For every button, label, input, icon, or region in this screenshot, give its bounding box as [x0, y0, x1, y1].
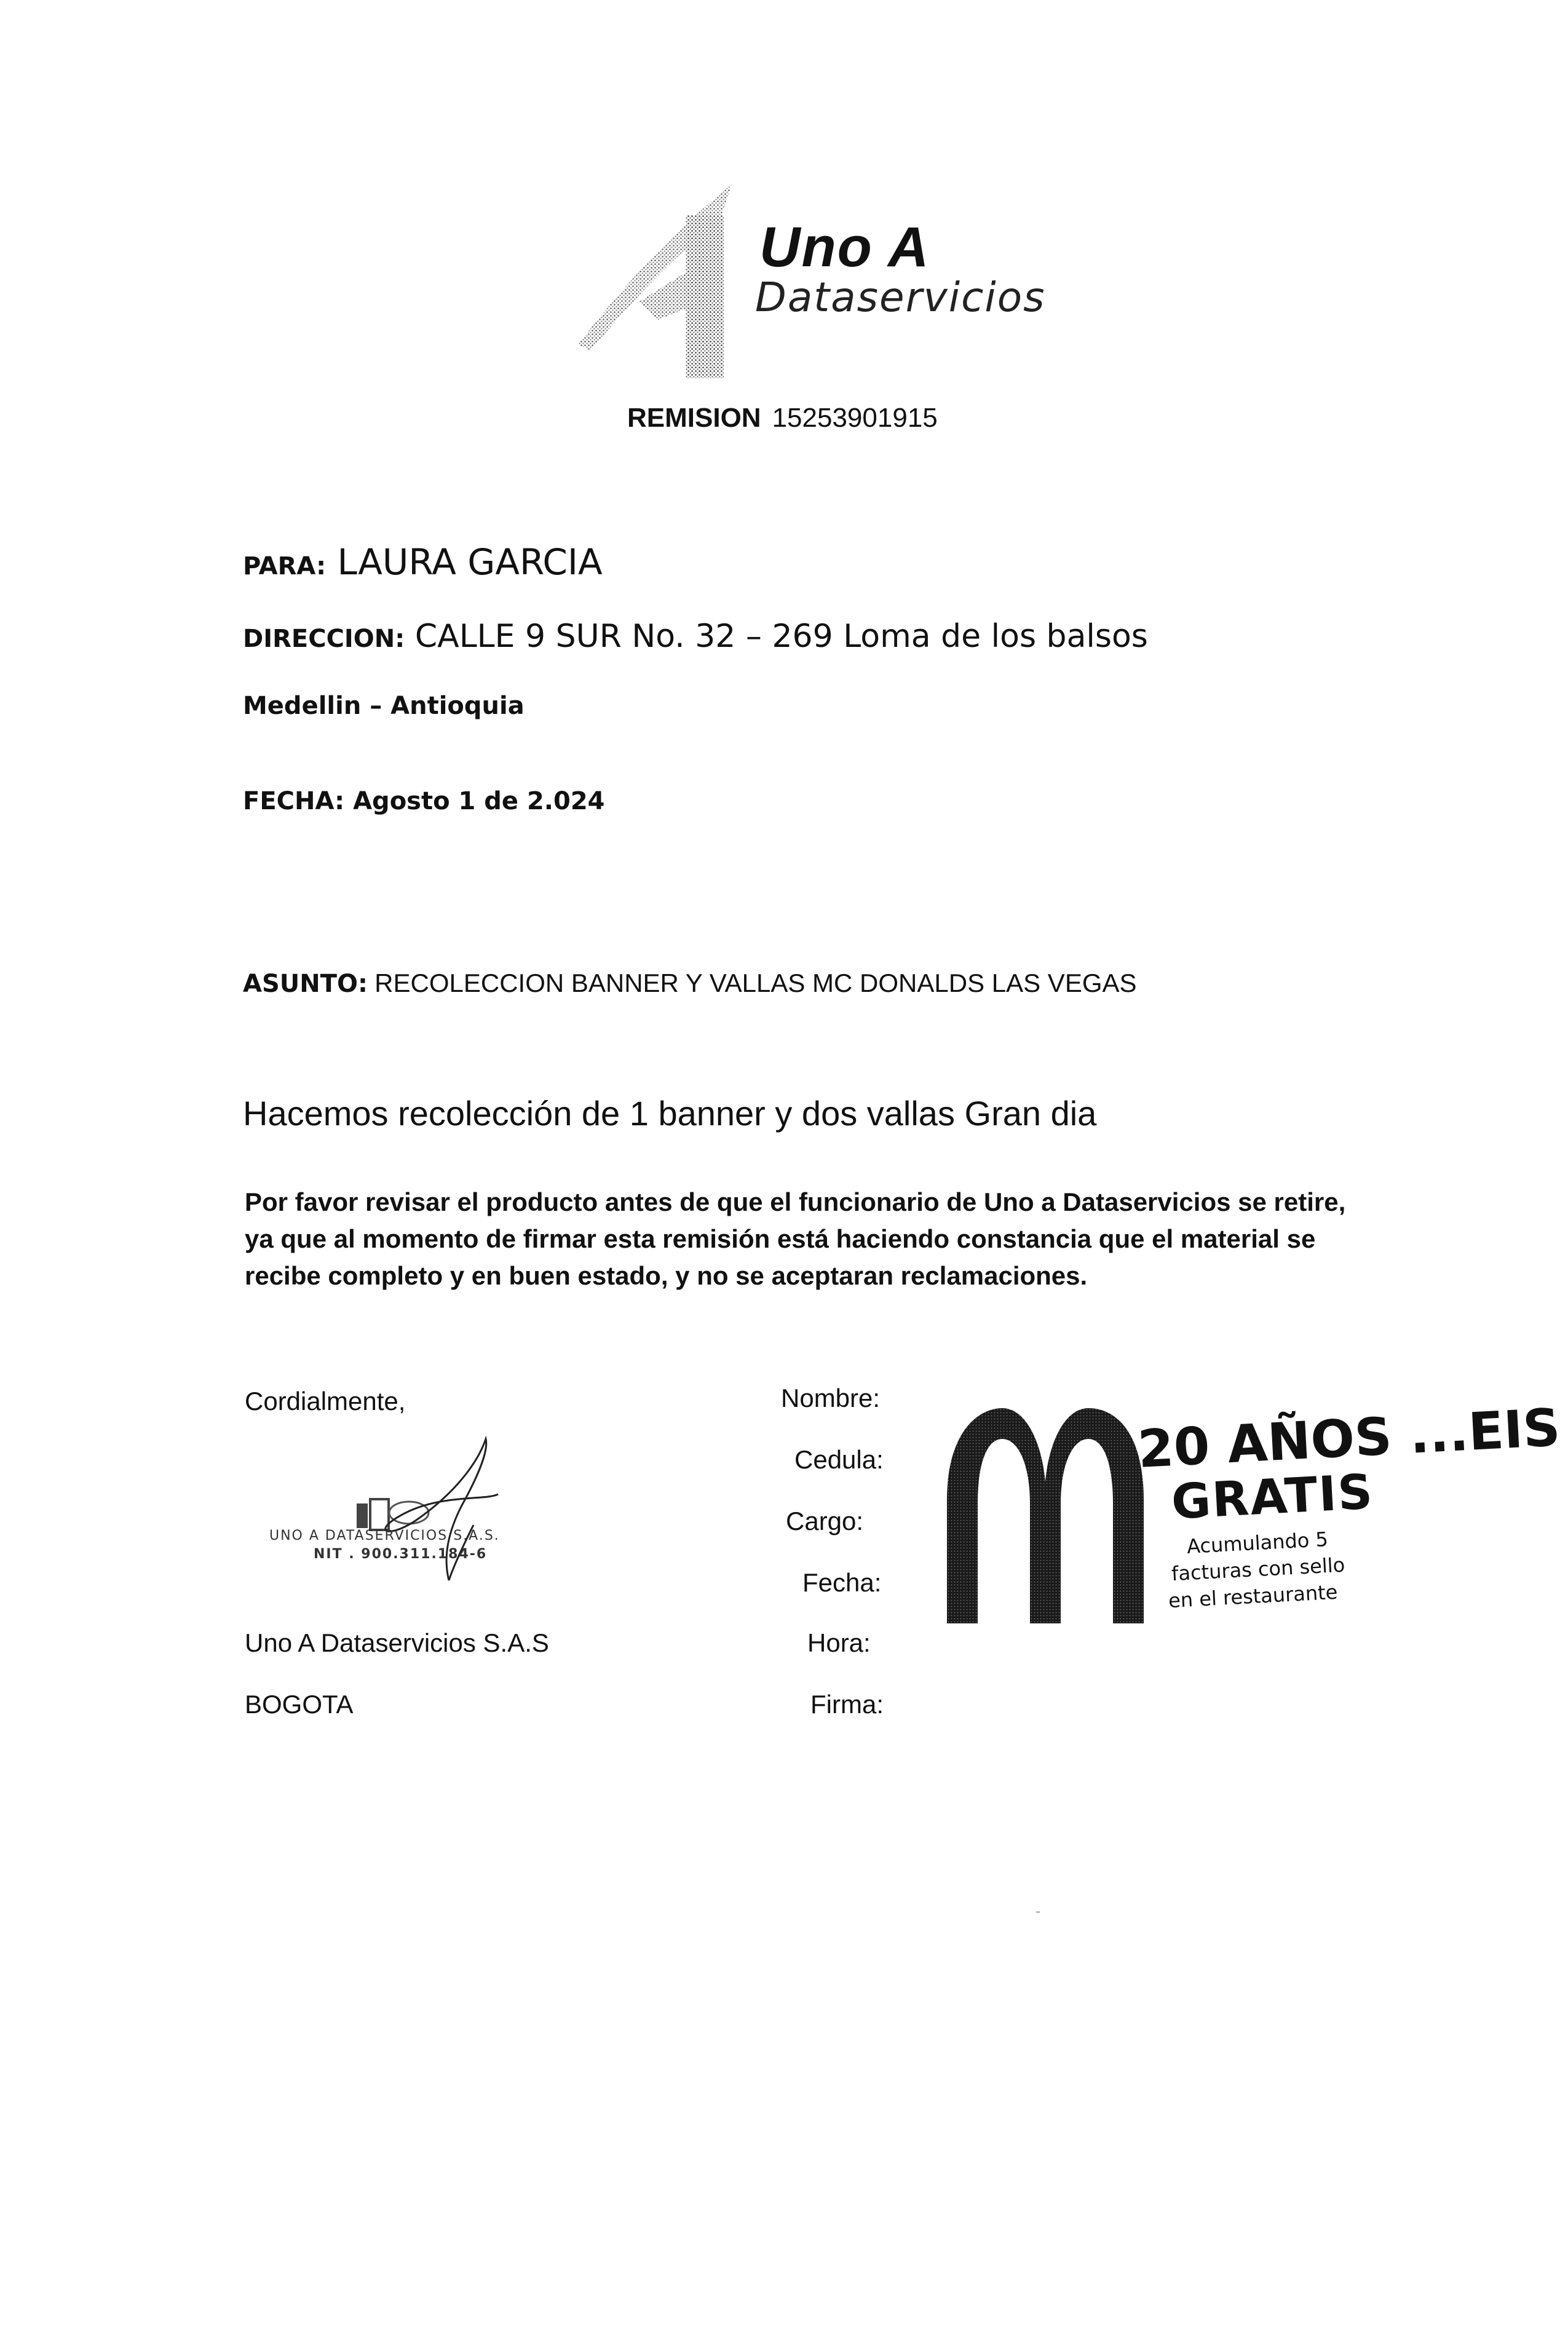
- company-logo-name: Uno A: [759, 216, 930, 279]
- subject-line: [243, 968, 1137, 998]
- arches-logo-stamp: [941, 1396, 1150, 1630]
- company-logo-subtitle: Dataservicios: [755, 274, 1046, 321]
- coupon-line1: 20 AÑOS ...EIS: [1136, 1397, 1562, 1479]
- asunto-label: ASUNTO:: [243, 970, 368, 998]
- direccion-label: DIRECCION:: [243, 625, 405, 653]
- remision-header: [627, 403, 938, 434]
- coupon-line4: facturas con sello: [1171, 1553, 1346, 1586]
- para-label: PARA:: [243, 552, 327, 580]
- recipient-address: CALLE 9 SUR No. 32 – 269 Loma de los balsos: [414, 618, 1148, 655]
- field-cargo: Cargo:: [786, 1507, 864, 1535]
- address-line: [243, 618, 1148, 655]
- remision-number: 15253901915: [772, 403, 938, 433]
- document-date: FECHA: Agosto 1 de 2.024: [243, 787, 605, 815]
- asunto-value: RECOLECCION BANNER Y VALLAS MC DONALDS LAS VEGAS: [374, 968, 1137, 997]
- field-nombre: Nombre:: [781, 1384, 881, 1412]
- company-stamp-signature: [264, 1427, 584, 1611]
- notice-paragraph: Por favor revisar el producto antes de que el funcionario de Uno a Dataservicios se retire, ya que al momento de firmar esta remisión está haciendo constancia que el material se recibe completo y en buen estado, y no se aceptaran reclamaciones.: [245, 1187, 1346, 1290]
- stamp-nit-text: NIT . 900.311.184-6: [314, 1547, 488, 1562]
- recipient-line: [243, 541, 603, 583]
- field-hora: Hora:: [807, 1628, 871, 1657]
- recipient-city: Medellin – Antioquia: [243, 692, 525, 720]
- sender-company: Uno A Dataservicios S.A.S: [245, 1628, 549, 1657]
- main-statement: Hacemos recolección de 1 banner y dos vallas Gran dia: [243, 1094, 1097, 1133]
- coupon-line3: Acumulando 5: [1186, 1527, 1329, 1558]
- field-cedula: Cedula:: [794, 1445, 884, 1474]
- sender-city: BOGOTA: [245, 1690, 354, 1719]
- field-firma: Firma:: [810, 1690, 884, 1719]
- coupon-gratis: GRATIS: [1170, 1464, 1375, 1531]
- coupon-line5: en el restaurante: [1168, 1580, 1339, 1613]
- closing: Cordialmente,: [245, 1387, 406, 1416]
- remision-label: REMISION: [627, 403, 761, 433]
- field-fecha: Fecha:: [802, 1568, 882, 1597]
- stamp-company-text: UNO A DATASERVICIOS S.A.S.: [269, 1528, 500, 1543]
- recipient-name: LAURA GARCIA: [337, 541, 603, 583]
- scan-speck: [1036, 1911, 1040, 1913]
